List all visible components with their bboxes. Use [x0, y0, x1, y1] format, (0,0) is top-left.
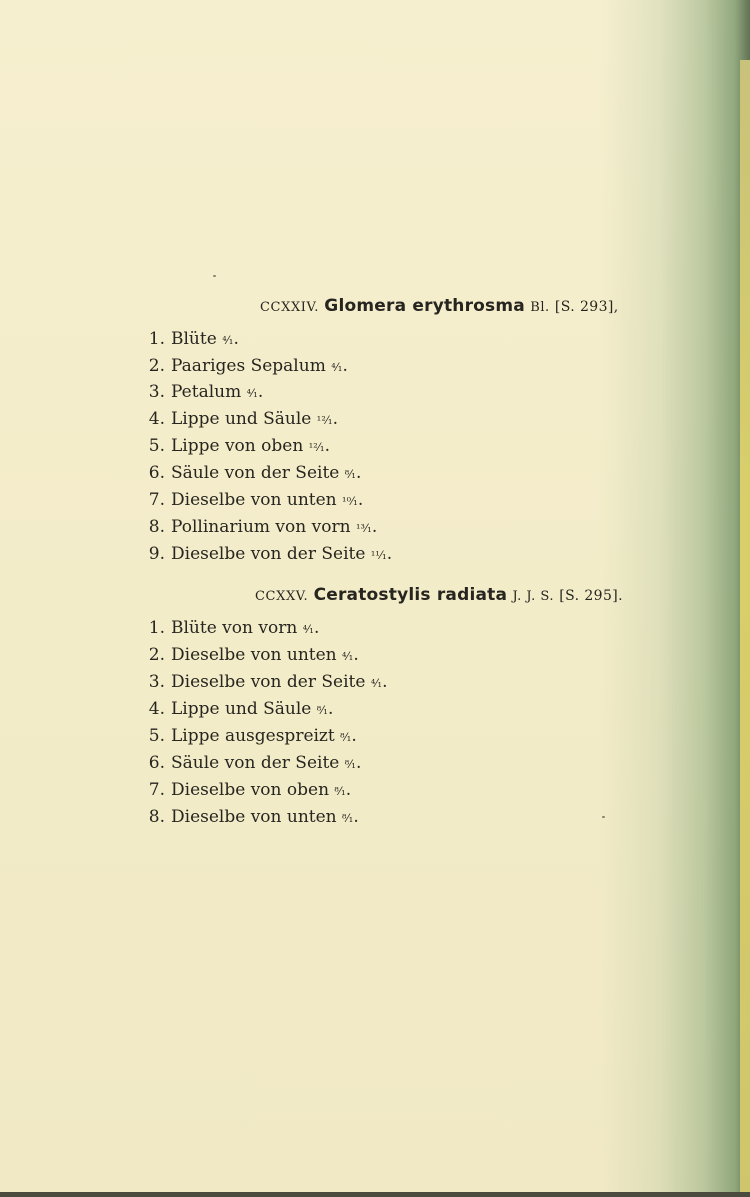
- figure-number: 9.: [148, 544, 165, 564]
- figure-label: Dieselbe von der Seite: [171, 672, 366, 692]
- figure-number: 2.: [148, 645, 165, 665]
- figure-number: 8.: [148, 517, 165, 537]
- figure-entry: 5. Lippe ausgespreizt ⁸⁄₁.: [140, 726, 357, 746]
- figure-label: Lippe von oben: [171, 436, 304, 456]
- figure-entry: 7. Dieselbe von unten ¹⁰⁄₁.: [140, 490, 363, 510]
- figure-entry: 3. Petalum ⁴⁄₁.: [140, 382, 263, 402]
- figure-number: 2.: [148, 356, 165, 376]
- species-name: Ceratostylis radiata: [313, 585, 508, 605]
- magnification: ¹²⁄₁: [316, 414, 333, 427]
- page-reference: [S. 293],: [554, 299, 619, 315]
- magnification: ¹¹⁄₁: [370, 549, 387, 562]
- magnification: ⁸⁄₁: [344, 468, 357, 481]
- page-edge-bottom: [0, 1192, 750, 1197]
- figure-label: Dieselbe von unten: [171, 490, 337, 510]
- figure-entry: 4. Lippe und Säule ¹²⁄₁.: [140, 409, 338, 429]
- figure-label: Säule von der Seite: [171, 753, 340, 773]
- figure-entry: 9. Dieselbe von der Seite ¹¹⁄₁.: [140, 544, 392, 564]
- figure-number: 5.: [148, 726, 165, 746]
- magnification: ⁴⁄₁: [370, 677, 383, 690]
- figure-entry: 1. Blüte von vorn ⁴⁄₁.: [140, 618, 319, 638]
- figure-number: 3.: [148, 382, 165, 402]
- figure-number: 7.: [148, 780, 165, 800]
- magnification: ⁸⁄₁: [340, 731, 352, 744]
- page-reference: [S. 295].: [559, 588, 623, 604]
- figure-label: Dieselbe von oben: [171, 780, 330, 800]
- page-edge-right: [740, 60, 750, 1197]
- figure-label: Dieselbe von unten: [171, 645, 337, 665]
- figure-entry: 1. Blüte ⁴⁄₁.: [140, 329, 239, 349]
- magnification: ⁴⁄₁: [342, 650, 354, 663]
- figure-label: Blüte: [171, 329, 217, 349]
- figure-label: Blüte von vorn: [171, 618, 298, 638]
- figure-number: 8.: [148, 807, 165, 827]
- magnification: ⁴⁄₁: [331, 361, 343, 374]
- figure-label: Lippe und Säule: [171, 699, 312, 719]
- figure-number: 4.: [148, 699, 165, 719]
- plate-number: CCXXV.: [255, 589, 309, 604]
- magnification: ¹²⁄₁: [308, 441, 325, 454]
- figure-number: 1.: [148, 618, 165, 638]
- figure-number: 3.: [148, 672, 165, 692]
- figure-entry: 6. Säule von der Seite ⁸⁄₁.: [140, 753, 361, 773]
- speck: [602, 816, 605, 818]
- figure-label: Paariges Sepalum: [171, 356, 326, 376]
- species-author: Bl.: [530, 300, 550, 315]
- figure-entry: 3. Dieselbe von der Seite ⁴⁄₁.: [140, 672, 387, 692]
- figure-entry: 2. Paariges Sepalum ⁴⁄₁.: [140, 356, 348, 376]
- figure-number: 5.: [148, 436, 165, 456]
- figure-number: 6.: [148, 753, 165, 773]
- figure-label: Lippe und Säule: [171, 409, 312, 429]
- figure-entry: 2. Dieselbe von unten ⁴⁄₁.: [140, 645, 359, 665]
- magnification: ⁴⁄₁: [302, 623, 314, 636]
- figure-label: Lippe ausgespreizt: [171, 726, 335, 746]
- plate-number: CCXXIV.: [260, 300, 319, 315]
- magnification: ⁴⁄₁: [222, 334, 234, 347]
- magnification: ¹³⁄₁: [355, 522, 372, 535]
- figure-number: 7.: [148, 490, 165, 510]
- magnification: ⁸⁄₁: [344, 758, 357, 771]
- figure-label: Dieselbe von der Seite: [171, 544, 366, 564]
- species-name: Glomera erythrosma: [324, 296, 525, 316]
- figure-entry: 8. Dieselbe von unten ⁸⁄₁.: [140, 807, 359, 827]
- species-author: J. J. S.: [512, 589, 554, 604]
- figure-entry: 6. Säule von der Seite ⁸⁄₁.: [140, 463, 361, 483]
- magnification: ⁸⁄₁: [342, 812, 354, 825]
- plate-heading: [255, 585, 623, 605]
- figure-number: 4.: [148, 409, 165, 429]
- figure-label: Säule von der Seite: [171, 463, 340, 483]
- figure-number: 6.: [148, 463, 165, 483]
- figure-entry: 8. Pollinarium von vorn ¹³⁄₁.: [140, 517, 377, 537]
- magnification: ⁸⁄₁: [334, 785, 346, 798]
- magnification: ⁸⁄₁: [316, 704, 329, 717]
- magnification: ⁴⁄₁: [246, 387, 258, 400]
- figure-entry: 7. Dieselbe von oben ⁸⁄₁.: [140, 780, 351, 800]
- figure-entry: 5. Lippe von oben ¹²⁄₁.: [140, 436, 330, 456]
- magnification: ¹⁰⁄₁: [342, 495, 358, 508]
- plate-heading: [260, 296, 619, 316]
- figure-label: Pollinarium von vorn: [171, 517, 351, 537]
- figure-label: Dieselbe von unten: [171, 807, 337, 827]
- figure-label: Petalum: [171, 382, 242, 402]
- speck: [213, 275, 216, 277]
- figure-number: 1.: [148, 329, 165, 349]
- figure-entry: 4. Lippe und Säule ⁸⁄₁.: [140, 699, 333, 719]
